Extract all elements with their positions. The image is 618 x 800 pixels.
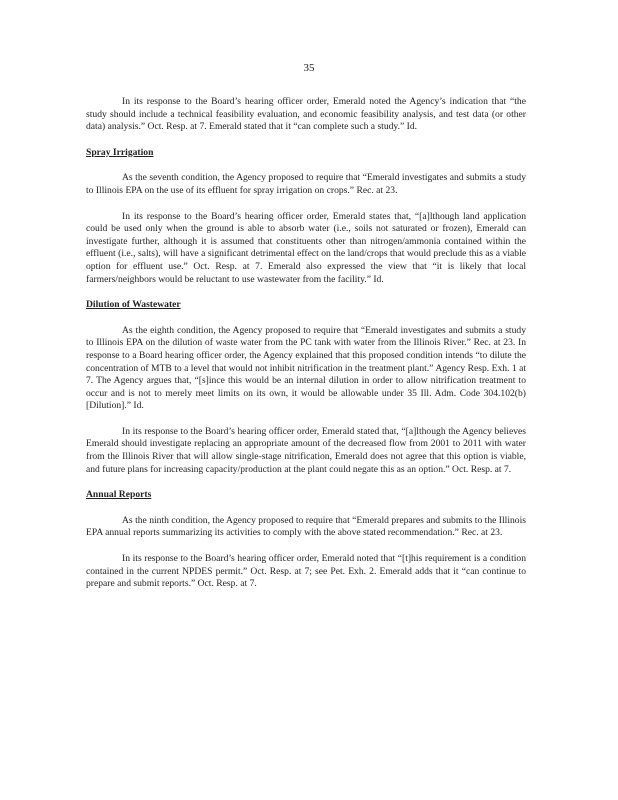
section-heading-annual-reports: Annual Reports [86,489,152,501]
section-heading-dilution-of-wastewater: Dilution of Wastewater [86,299,181,311]
paragraph-dilution-response: In its response to the Board’s hearing officer order, Emerald stated that, “[a]lthough the Agency believes Emerald should investigate replacing an appropriate amount of the decreased flow from 2001 to 2011 with water from the Illinois River that will allow single-stage nitrification, Emerald does not agree that this option is viable, and future plans for increasing capacity/production at the plant could negate this as an option.” Oct. Resp. at 7. [86,425,526,475]
paragraph-spray-irrigation-response: In its response to the Board’s hearing officer order, Emerald states that, “[a]lthough land application could be used only when the ground is able to absorb water (i.e., soils not saturated or frozen), Emerald can investigate further, although it is assumed that constituents other than nitrogen/ammonia contained within the effluent (i.e., salts), will have a significant detrimental effect on the land/crops that would preclude this as a viable option for effluent use.” Oct. Resp. at 7. Emerald also expressed the view that “it is likely that local farmers/neighbors would be reluctant to use wastewater from the facility.” Id. [86,210,526,285]
section-heading-spray-irrigation: Spray Irrigation [86,146,154,158]
paragraph-annual-reports-response: In its response to the Board’s hearing officer order, Emerald noted that “[t]his requirement is a condition contained in the current NPDES permit.” Oct. Resp. at 7; see Pet. Exh. 2. Emerald adds that it “can continue to prepare and submit reports.” Oct. Resp. at 7. [86,553,526,590]
paragraph-eighth-condition: As the eighth condition, the Agency proposed to require that “Emerald investigates and submits a study to Illinois EPA on the dilution of waste water from the PC tank with water from the Illinois River.” Rec. at 23. In response to a Board hearing officer order, the Agency explained that this proposed condition intends “to dilute the concentration of MTB to a level that would not inhibit nitrification in the treatment plant.” Agency Resp. Exh. 1 at 7. The Agency argues that, “[s]ince this would be an internal dilution in order to allow nitrification treatment to occur and is not to merely meet limits on its own, it would be allowable under 35 Ill. Adm. Code 304.102(b) [Dilution].” Id. [86,324,526,412]
paragraph-ninth-condition: As the ninth condition, the Agency proposed to require that “Emerald prepares and submits to the Illinois EPA annual reports summarizing its activities to comply with the above stated recommendation.” Rec. at 23. [86,514,526,539]
page-number: 35 [303,62,315,74]
document-body [86,96,526,604]
paragraph-seventh-condition: As the seventh condition, the Agency proposed to require that “Emerald investigates and submits a study to Illinois EPA on the use of its effluent for spray irrigation on crops.” Rec. at 23. [86,172,526,196]
paragraph-emerald-study-response: In its response to the Board’s hearing officer order, Emerald noted the Agency’s indication that “the study should include a technical feasibility evaluation, and economic feasibility analysis, and test data (or other data) analysis.” Oct. Resp. at 7. Emerald stated that it “can complete such a study.” Id. [86,96,526,133]
